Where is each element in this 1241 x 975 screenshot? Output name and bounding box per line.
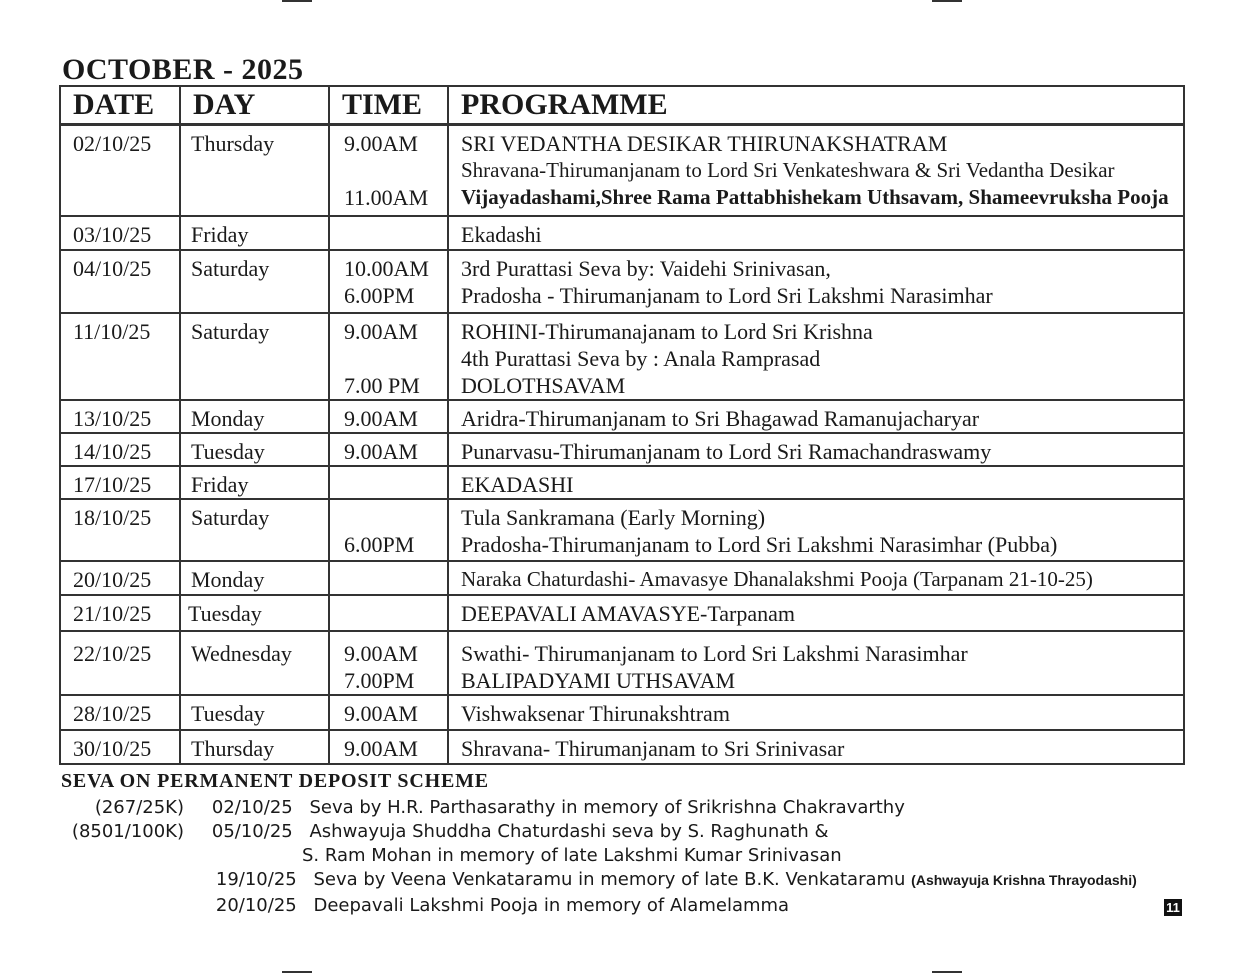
time-line — [344, 345, 447, 372]
programme-line: ROHINI-Thirumanajanam to Lord Sri Krishna — [461, 318, 873, 344]
table-row — [60, 695, 1184, 730]
cell-day: Tuesday — [180, 595, 329, 631]
table-row — [60, 250, 1184, 313]
cell-day: Saturday — [180, 313, 329, 400]
programme-line: Swathi- Thirumanjanam to Lord Sri Lakshmi Narasimhar — [461, 640, 968, 666]
page-title: OCTOBER - 2025 — [62, 53, 304, 86]
cell-programme — [448, 125, 1184, 216]
seva-entry — [302, 845, 842, 867]
cell-time — [329, 125, 448, 216]
cell-programme: Punarvasu-Thirumanjanam to Lord Sri Ramachandraswamy — [448, 433, 1184, 466]
cell-time — [329, 631, 448, 695]
cell-time: 9.00AM — [329, 433, 448, 466]
cell-date: 13/10/25 — [60, 400, 180, 433]
page-number: 11 — [1164, 899, 1182, 916]
table-row — [60, 433, 1184, 466]
time-line: 7.00PM — [344, 667, 415, 693]
cell-day: Saturday — [180, 250, 329, 313]
time-line: 7.00 PM — [344, 372, 420, 398]
crop-mark — [282, 0, 312, 2]
seva-entry — [60, 895, 789, 917]
table-row — [60, 313, 1184, 400]
seva-note: (Ashwayuja Krishna Thrayodashi) — [911, 872, 1137, 888]
cell-date: 22/10/25 — [60, 631, 180, 695]
cell-day: Wednesday — [180, 631, 329, 695]
cell-programme: Vishwaksenar Thirunakshtram — [448, 695, 1184, 730]
time-line: 6.00PM — [344, 282, 415, 308]
cell-date: 20/10/25 — [60, 561, 180, 595]
seva-date: 19/10/25 — [215, 869, 297, 890]
table-row — [60, 466, 1184, 499]
cell-programme: Aridra-Thirumanjanam to Sri Bhagawad Ramanujacharyar — [448, 400, 1184, 433]
seva-date: 05/10/25 — [211, 821, 293, 842]
programme-line: Vijayadashami,Shree Rama Pattabhishekam Uthsavam, Shameevruksha Pooja — [461, 185, 1169, 209]
cell-programme: Shravana- Thirumanjanam to Sri Srinivasar — [448, 730, 1184, 764]
seva-text: S. Ram Mohan in memory of late Lakshmi Kumar Srinivasan — [302, 845, 842, 866]
seva-entry — [60, 797, 905, 819]
programme-line: Shravana-Thirumanjanam to Lord Sri Venkateshwara & Sri Vedantha Desikar — [461, 158, 1115, 182]
seva-date: 20/10/25 — [215, 895, 297, 916]
crop-mark — [932, 971, 962, 973]
cell-date: 28/10/25 — [60, 695, 180, 730]
programme-line: 3rd Purattasi Seva by: Vaidehi Srinivasan, — [461, 255, 831, 281]
programme-line: BALIPADYAMI UTHSAVAM — [461, 667, 736, 693]
cell-date: 17/10/25 — [60, 466, 180, 499]
seva-ref: (267/25K) — [94, 797, 184, 818]
cell-day: Monday — [180, 400, 329, 433]
header-date: DATE — [60, 86, 180, 125]
cell-time: 9.00AM — [329, 695, 448, 730]
time-line: 9.00AM — [344, 318, 418, 344]
cell-time — [329, 216, 448, 250]
programme-line: Tula Sankramana (Early Morning) — [461, 504, 766, 530]
cell-time — [329, 313, 448, 400]
seva-text: Seva by Veena Venkataramu in memory of late B.K. Venkataramu — [313, 869, 912, 890]
time-line: 6.00PM — [344, 531, 415, 557]
seva-text: Seva by H.R. Parthasarathy in memory of Srikrishna Chakravarthy — [309, 797, 905, 818]
cell-day: Friday — [180, 466, 329, 499]
cell-day: Thursday — [180, 125, 329, 216]
cell-date: 21/10/25 — [60, 595, 180, 631]
cell-programme — [448, 313, 1184, 400]
cell-time: 9.00AM — [329, 400, 448, 433]
seva-text: Ashwayuja Shuddha Chaturdashi seva by S. Raghunath & — [309, 821, 829, 842]
cell-programme — [448, 499, 1184, 561]
cell-time — [329, 561, 448, 595]
table-header-row — [60, 86, 1184, 125]
cell-day: Saturday — [180, 499, 329, 561]
schedule-table — [59, 85, 1185, 765]
cell-date: 14/10/25 — [60, 433, 180, 466]
cell-day: Thursday — [180, 730, 329, 764]
cell-date: 30/10/25 — [60, 730, 180, 764]
cell-day: Friday — [180, 216, 329, 250]
cell-date: 18/10/25 — [60, 499, 180, 561]
time-line: 11.00AM — [344, 185, 429, 210]
time-line: 9.00AM — [344, 131, 418, 156]
header-time: TIME — [329, 86, 448, 125]
crop-mark — [282, 971, 312, 973]
time-line: 10.00AM — [344, 255, 429, 281]
time-line — [344, 157, 447, 184]
programme-line: Pradosha-Thirumanjanam to Lord Sri Lakshmi Narasimhar (Pubba) — [461, 531, 1058, 557]
cell-date: 11/10/25 — [60, 313, 180, 400]
cell-date: 02/10/25 — [60, 125, 180, 216]
cell-time — [329, 595, 448, 631]
cell-date: 04/10/25 — [60, 250, 180, 313]
table-row — [60, 499, 1184, 561]
cell-time — [329, 499, 448, 561]
cell-programme — [448, 250, 1184, 313]
header-day: DAY — [180, 86, 329, 125]
cell-time: 9.00AM — [329, 730, 448, 764]
programme-line: Pradosha - Thirumanjanam to Lord Sri Lakshmi Narasimhar — [461, 282, 993, 308]
table-row — [60, 216, 1184, 250]
cell-programme: Naraka Chaturdashi- Amavasye Dhanalakshmi Pooja (Tarpanam 21-10-25) — [448, 561, 1184, 595]
seva-entry — [60, 821, 828, 843]
cell-day: Tuesday — [180, 695, 329, 730]
cell-time — [329, 250, 448, 313]
table-row — [60, 631, 1184, 695]
seva-text: Deepavali Lakshmi Pooja in memory of Alamelamma — [313, 895, 790, 916]
seva-ref: (8501/100K) — [71, 821, 184, 842]
time-line: 9.00AM — [344, 640, 418, 666]
cell-time — [329, 466, 448, 499]
cell-programme: DEEPAVALI AMAVASYE-Tarpanam — [448, 595, 1184, 631]
time-line — [344, 504, 447, 531]
cell-programme — [448, 631, 1184, 695]
table-row — [60, 595, 1184, 631]
cell-day: Tuesday — [180, 433, 329, 466]
crop-mark — [932, 0, 962, 2]
cell-programme: EKADASHI — [448, 466, 1184, 499]
cell-programme: Ekadashi — [448, 216, 1184, 250]
seva-entry — [60, 869, 1137, 891]
seva-date: 02/10/25 — [211, 797, 293, 818]
cell-date: 03/10/25 — [60, 216, 180, 250]
table-row — [60, 730, 1184, 764]
cell-day: Monday — [180, 561, 329, 595]
header-programme: PROGRAMME — [448, 86, 1184, 125]
programme-line: SRI VEDANTHA DESIKAR THIRUNAKSHATRAM — [461, 131, 948, 156]
programme-line: 4th Purattasi Seva by : Anala Ramprasad — [461, 345, 821, 371]
table-row — [60, 125, 1184, 216]
seva-heading: SEVA ON PERMANENT DEPOSIT SCHEME — [61, 770, 489, 792]
table-row — [60, 561, 1184, 595]
table-row — [60, 400, 1184, 433]
programme-line: DOLOTHSAVAM — [461, 372, 626, 398]
